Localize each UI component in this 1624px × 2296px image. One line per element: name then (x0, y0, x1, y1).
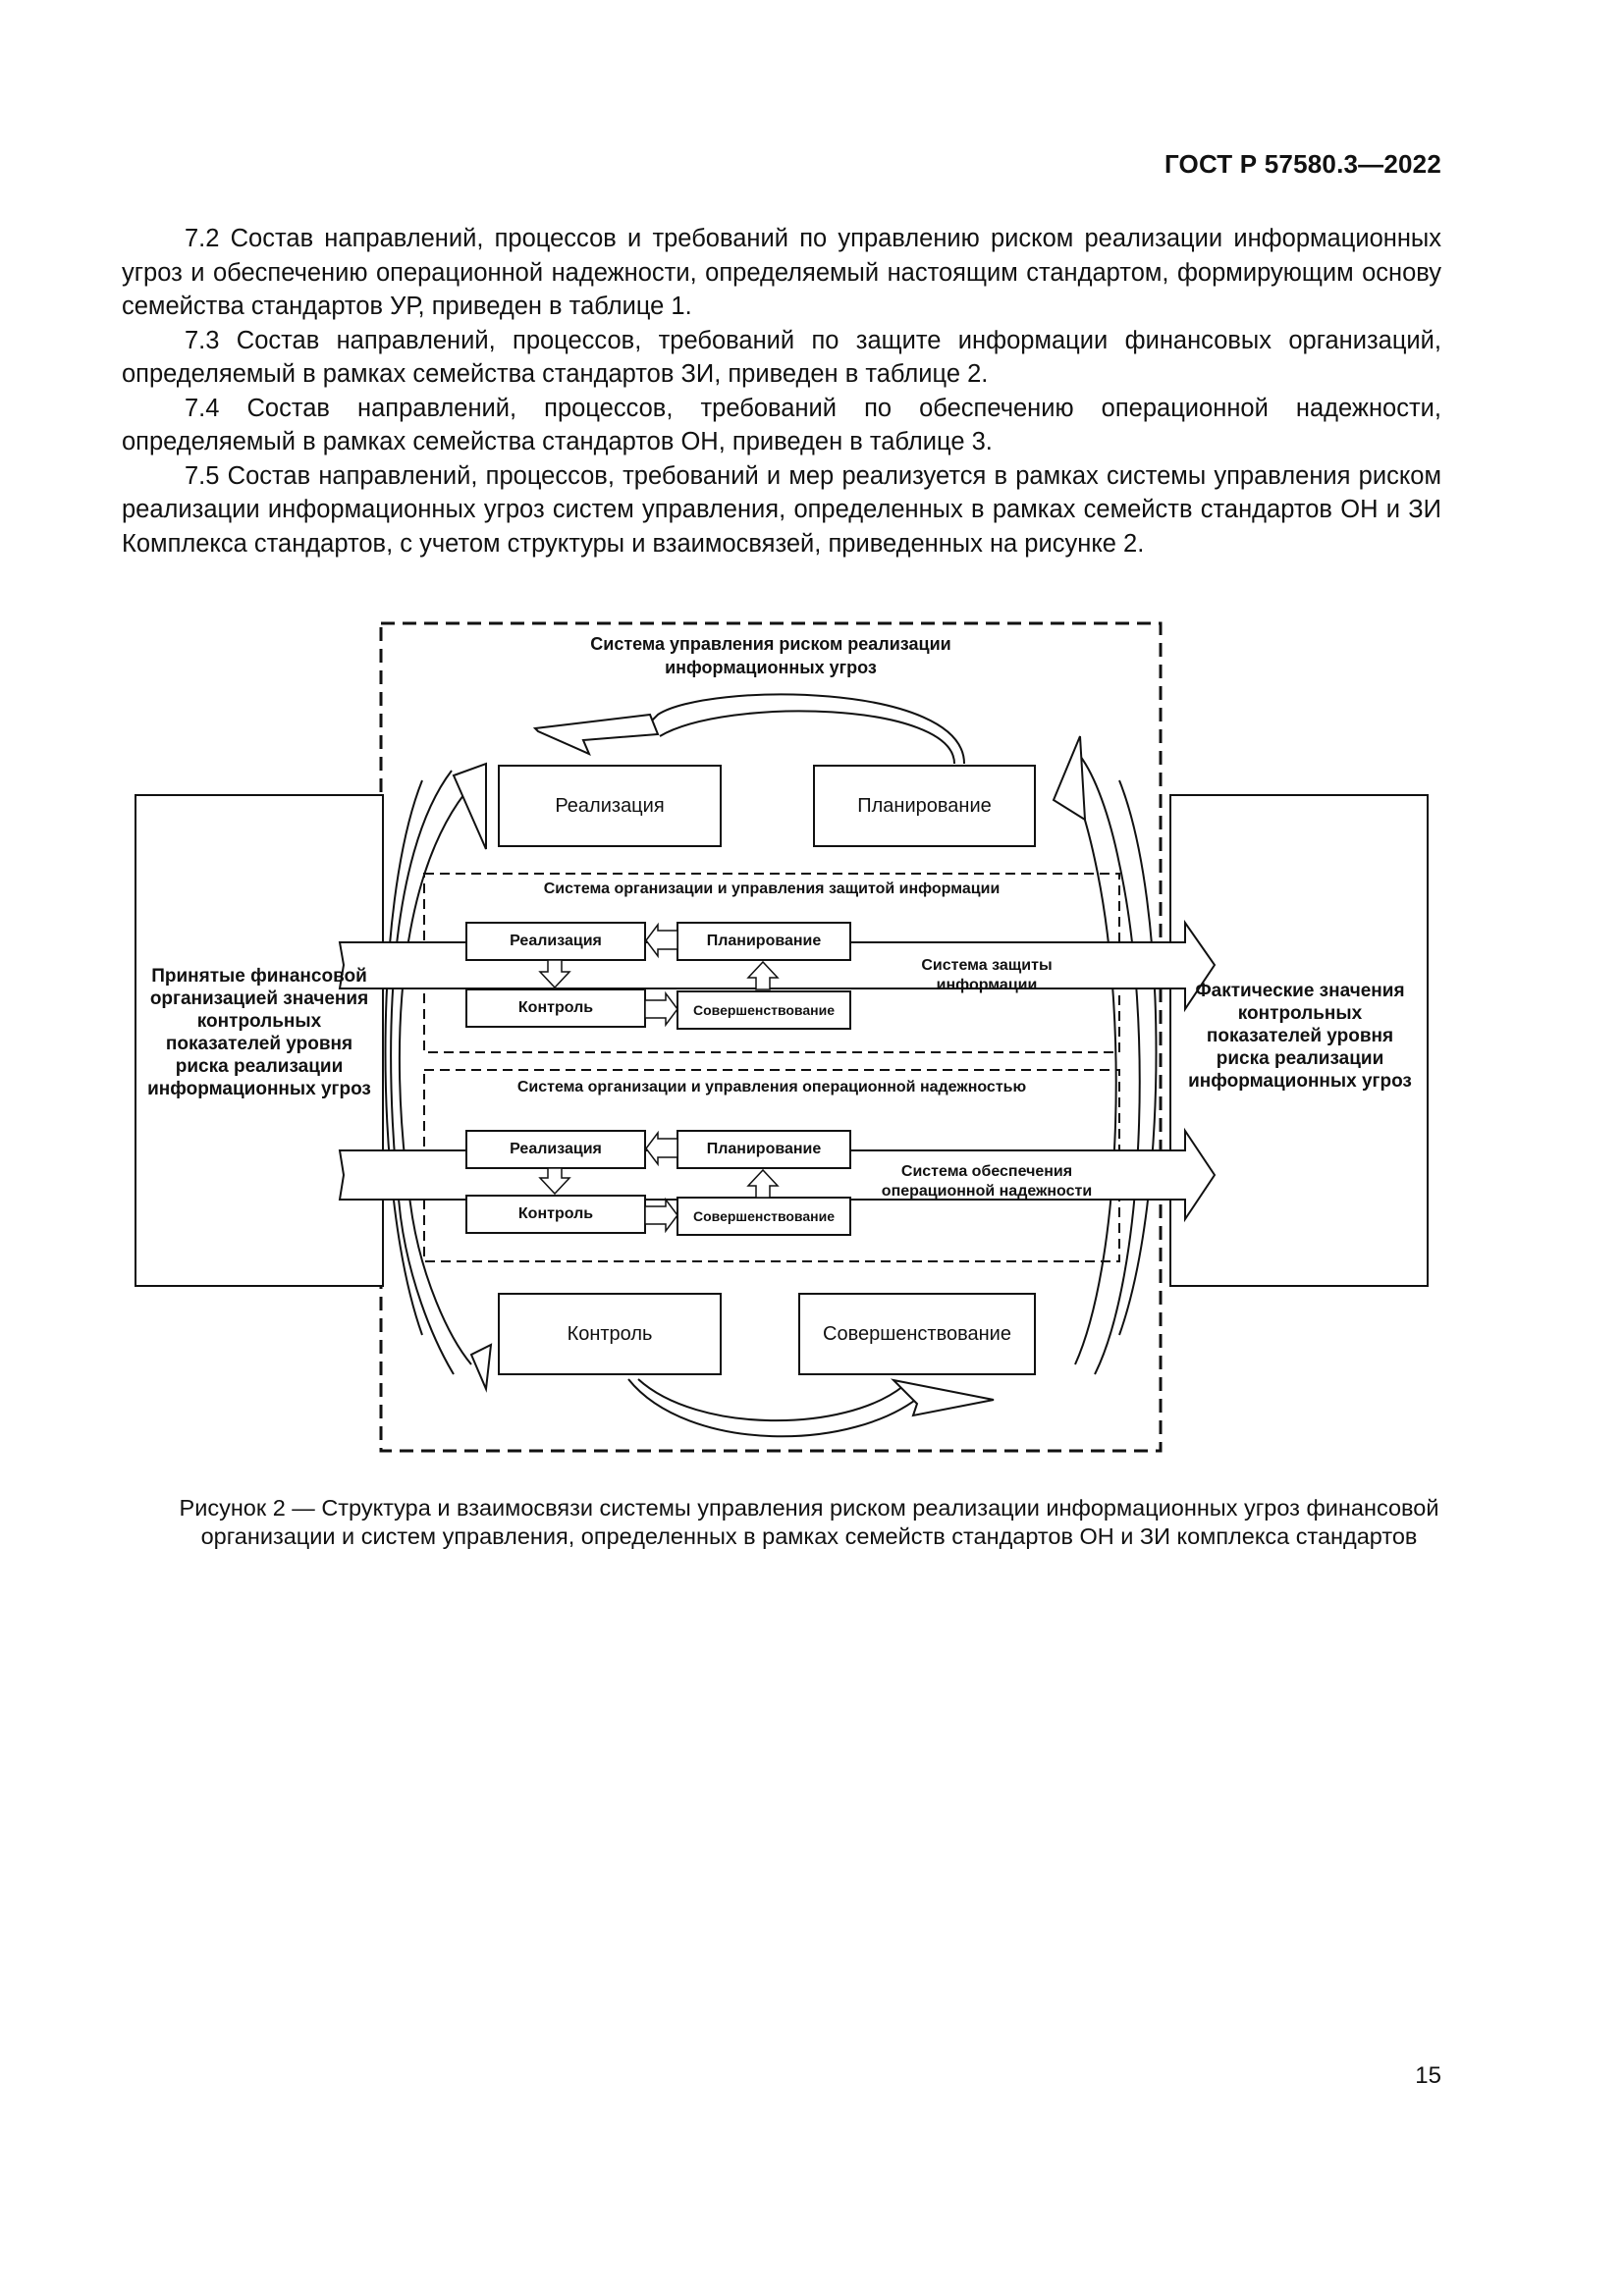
bottom-cycle-arrow (628, 1379, 923, 1436)
actual-values-label: Фактические значения контрольных показателей уровня риска реализации информационных угроз (1188, 980, 1412, 1092)
sub2-realization-label: Реализация (510, 1141, 602, 1157)
outer-planning-label: Планирование (857, 794, 992, 817)
sub2-title: Система организации и управления операционной надежностью (516, 1079, 1027, 1095)
figure-caption: Рисунок 2 — Структура и взаимосвязи системы управления риском реализации информационных угроз финансовой организации и систем управления, определенных в рамках семейств стандартов ОН и ЗИ комплекса стандартов (179, 1495, 1439, 1549)
sub2-improvement-label: Совершенствование (692, 1208, 835, 1224)
paragraph-7-5: 7.5 Состав направлений, процессов, требований и мер реализуется в рамках системы управления риском реализации информационных угроз систем управления, определенных в рамках семейств стандартов ОН и ЗИ Комплекса стандартов, с учетом структуры и взаимосвязей, приведенных на рисунке 2. (122, 461, 1441, 558)
standard-header: ГОСТ Р 57580.3—2022 (1164, 149, 1441, 179)
page-number: 15 (1415, 2062, 1441, 2089)
right-cycle-arrow (1080, 756, 1140, 1374)
sub2-planning-label: Планирование (706, 1141, 822, 1157)
outer-improvement-label: Совершенствование (823, 1322, 1011, 1345)
paragraph-7-3: 7.3 Состав направлений, процессов, требований по защите информации финансовых организаций, определяемый в рамках семейства стандартов ЗИ, приведен в таблице 2. (122, 326, 1441, 388)
sub2-control-label: Контроль (517, 1205, 594, 1222)
outer-control-label: Контроль (567, 1322, 653, 1345)
sub1-title: Система организации и управления защитой информации (543, 881, 1001, 897)
accepted-values-label: Принятые финансовой организацией значения контрольных показателей уровня риска реализации информационных угроз (147, 966, 371, 1099)
figure-2 (0, 589, 1624, 1472)
sub1-control-label: Контроль (517, 999, 594, 1016)
sub1-realization-label: Реализация (510, 933, 602, 949)
paragraph-7-4: 7.4 Состав направлений, процессов, требований по обеспечению операционной надежности, определяемый в рамках семейства стандартов ОН, приведен в таблице 3. (122, 394, 1441, 455)
sub1-system-label: Система защиты информации (921, 957, 1053, 993)
outer-system-title: Система управления риском реализации информационных угроз (590, 634, 951, 677)
paragraph-7-2: 7.2 Состав направлений, процессов и требований по управлению риском реализации информационных угроз и обеспечению операционной надежности, определяемый настоящим стандартом, формирующим основу семейства стандартов УР, приведен в таблице 1. (122, 225, 1441, 320)
sub1-improvement-label: Совершенствование (692, 1002, 835, 1018)
outer-realization-label: Реализация (555, 794, 665, 817)
sub1-planning-label: Планирование (706, 933, 822, 949)
sub2-system-label: Система обеспечения операционной надежности (881, 1163, 1093, 1200)
body-text (122, 222, 1441, 561)
top-cycle-arrow (650, 694, 964, 764)
